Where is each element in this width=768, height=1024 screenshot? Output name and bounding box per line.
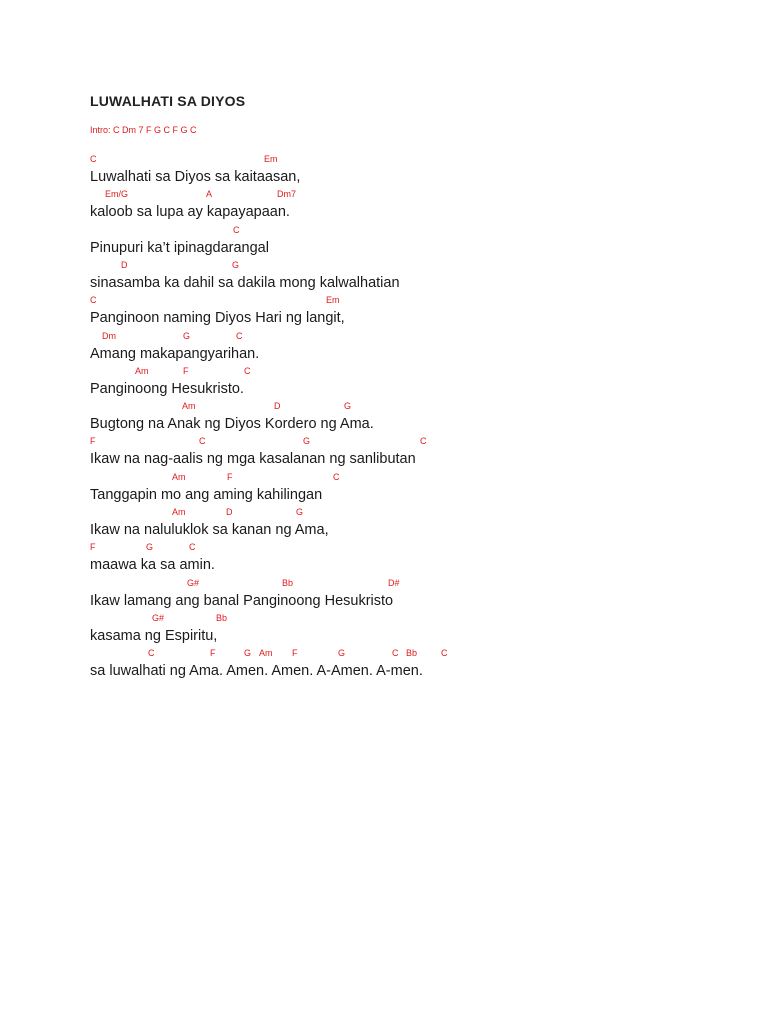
lyric-line: Luwalhati sa Diyos sa kaitaasan, — [90, 169, 301, 185]
chord-label: Bb — [282, 577, 294, 588]
chord-label: F — [292, 648, 298, 659]
chord-label: D# — [388, 577, 400, 588]
chord-label: C — [90, 154, 97, 164]
chord-label: Em — [326, 295, 340, 306]
lyric-line: Ikaw na nag-aalis ng mga kasalanan ng sanlibutan — [90, 451, 416, 468]
chord-label: F — [90, 542, 96, 553]
lyric-line: Bugtong na Anak ng Diyos Kordero ng Ama. — [90, 416, 374, 433]
lyric-line: kaloob sa lupa ay kapayapaan. — [90, 204, 290, 221]
lyric-line: Panginoong Hesukristo. — [90, 380, 244, 397]
chord-label: C — [233, 224, 240, 235]
chord-label: C — [420, 436, 427, 447]
chord-label: F — [90, 436, 96, 447]
chord-label: C — [199, 436, 206, 447]
chord-label: Dm7 — [277, 189, 297, 200]
chord-label: Bb — [216, 612, 228, 623]
chord-label: Am — [259, 648, 273, 659]
lyric-line: sa luwalhati ng Ama. Amen. Amen. A-Amen. A-men. — [90, 663, 423, 680]
chord-label: C — [392, 648, 399, 659]
lyric-line: Ikaw lamang ang banal Panginoong Hesukristo — [90, 592, 394, 609]
chord-label: G — [244, 648, 252, 659]
chord-label: G — [303, 436, 311, 447]
chord-label: Em — [264, 154, 278, 164]
chord-label: A — [206, 189, 213, 200]
chord-label: G — [183, 330, 191, 341]
chord-label: C — [441, 648, 448, 659]
chord-label: Am — [182, 401, 196, 412]
lyric-line: kasama ng Espiritu, — [90, 627, 218, 644]
chord-label: G# — [187, 577, 200, 588]
chord-label: Am — [135, 365, 149, 376]
lyric-line: Panginoon naming Diyos Hari ng langit, — [90, 310, 345, 327]
chord-label: G — [232, 259, 240, 270]
lyric-line: Amang makapangyarihan. — [90, 345, 260, 362]
lyric-line: Tanggapin mo ang aming kahilingan — [90, 486, 323, 503]
chord-label: C — [236, 330, 243, 341]
lyric-line: sinasamba ka dahil sa dakila mong kalwalhatian — [90, 274, 400, 291]
lyric-line: maawa ka sa amin. — [90, 557, 215, 574]
song-title: LUWALHATI SA DIYOS — [90, 93, 246, 109]
chord-label: C — [189, 542, 196, 553]
chord-label: Dm — [102, 330, 116, 341]
chord-label: F — [227, 471, 233, 482]
lyric-line: Pinupuri ka’t ipinagdarangal — [90, 239, 269, 256]
intro-chords: Intro: C Dm 7 F G C F G C — [90, 125, 197, 135]
chord-label: G — [338, 648, 346, 659]
chord-label: C — [333, 471, 340, 482]
chord-label: D — [121, 259, 128, 270]
chord-label: D — [274, 401, 281, 412]
chord-label: Am — [172, 471, 186, 482]
chord-label: Am — [172, 507, 186, 517]
chord-label: G — [344, 401, 352, 412]
chord-label: G — [146, 542, 154, 553]
lyric-line: Ikaw na naluluklok sa kanan ng Ama, — [90, 522, 329, 538]
chord-label: Em/G — [105, 189, 129, 200]
chord-label: D — [226, 507, 233, 517]
chord-label: G — [296, 507, 304, 517]
chord-label: C — [148, 648, 155, 659]
chord-label: C — [244, 365, 251, 376]
chord-label: C — [90, 295, 97, 306]
chord-label: F — [183, 365, 189, 376]
chord-label: F — [210, 648, 216, 659]
chord-label: G# — [152, 612, 165, 623]
chord-label: Bb — [406, 648, 418, 659]
